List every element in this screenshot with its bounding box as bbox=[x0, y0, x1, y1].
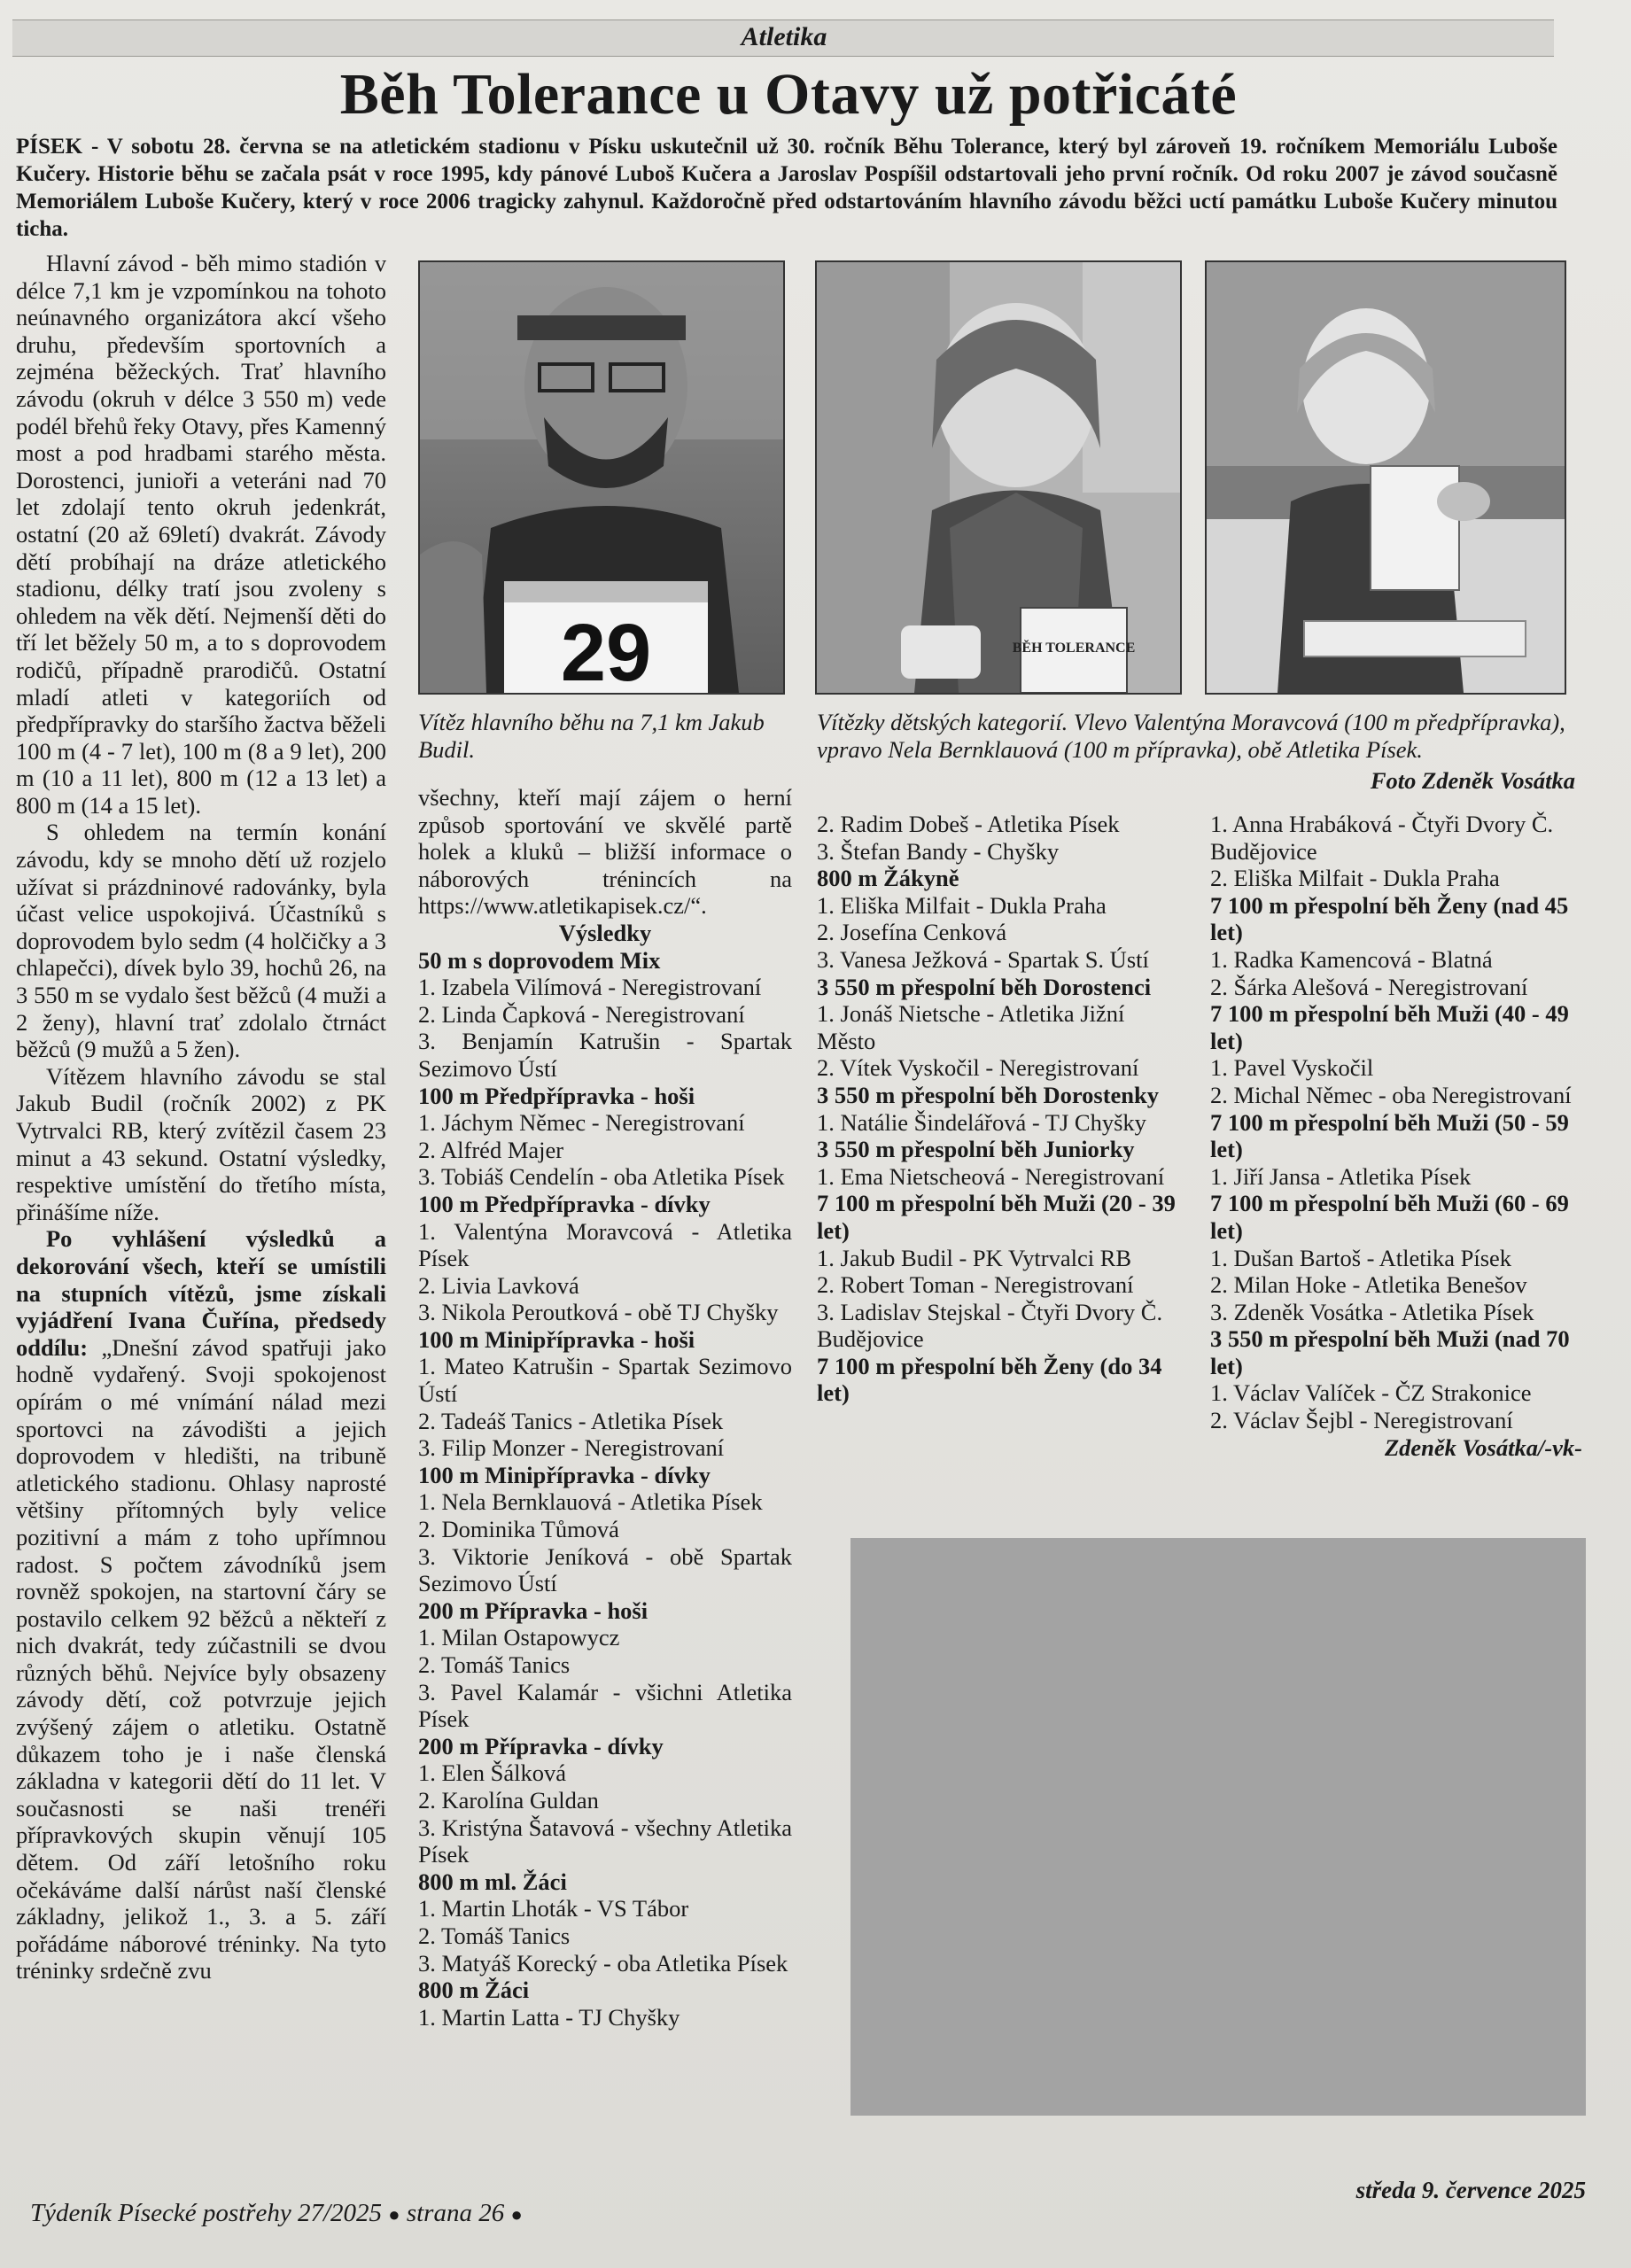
results-category: 100 m Minipřípravka - hoši bbox=[418, 1325, 695, 1353]
results-category: 7 100 m přespolní běh Ženy (do 34 let) bbox=[817, 1352, 1162, 1407]
footer-dot: ● bbox=[510, 2203, 523, 2225]
results-entry: 1. Izabela Vilímová - Neregistrovaní bbox=[418, 974, 762, 1001]
photo-credit: Foto Zdeněk Vosátka bbox=[1370, 767, 1575, 794]
results-entry: 2. Eliška Milfait - Dukla Praha bbox=[1210, 865, 1500, 892]
photo-winner-runner bbox=[418, 260, 785, 695]
results-entry: 2. Livia Lavková bbox=[418, 1271, 579, 1299]
results-entry: 2. Alfréd Majer bbox=[418, 1136, 564, 1163]
results-entry: 1. Jonáš Nietsche - Atletika Jižní Město bbox=[817, 1000, 1125, 1054]
results-entry: 1. Jiří Jansa - Atletika Písek bbox=[1210, 1162, 1472, 1190]
results-entry: 1. Dušan Bartoš - Atletika Písek bbox=[1210, 1244, 1512, 1271]
results-category: 100 m Minipřípravka - dívky bbox=[418, 1461, 711, 1488]
results-entry: 1. Martin Lhoták - VS Tábor bbox=[418, 1895, 689, 1922]
results-entry: 2. Tomáš Tanics bbox=[418, 1922, 571, 1949]
results-entry: 2. Šárka Alešová - Neregistrovaní bbox=[1210, 973, 1528, 1000]
results-entry: 3. Nikola Peroutková - obě TJ Chyšky bbox=[418, 1299, 779, 1326]
results-entry: 3. Matyáš Korecký - oba Atletika Písek bbox=[418, 1949, 788, 1977]
section-label: Atletika bbox=[741, 22, 827, 51]
results-entry: 1. Valentýna Moravcová - Atletika Písek bbox=[418, 1217, 792, 1272]
results-entry: 1. Jáchym Němec - Neregistrovaní bbox=[418, 1109, 745, 1137]
results-category: 7 100 m přespolní běh Muži (60 - 69 let) bbox=[1210, 1190, 1569, 1244]
results-category: 50 m s doprovodem Mix bbox=[418, 946, 661, 974]
footer-publication bbox=[30, 2195, 523, 2233]
results-category: 3 550 m přespolní běh Muži (nad 70 let) bbox=[1210, 1325, 1570, 1379]
results-category: 200 m Přípravka - dívky bbox=[418, 1732, 664, 1759]
results-entry: 1. Eliška Milfait - Dukla Praha bbox=[817, 891, 1107, 919]
results-list-2 bbox=[817, 811, 1189, 1407]
results-entry: 2. Radim Dobeš - Atletika Písek bbox=[817, 811, 1120, 837]
results-category: 7 100 m přespolní běh Muži (40 - 49 let) bbox=[1210, 1000, 1569, 1054]
body-column-2 bbox=[418, 784, 792, 2031]
results-category: 7 100 m přespolní běh Ženy (nad 45 let) bbox=[1210, 891, 1569, 946]
footer-page: strana 26 bbox=[406, 2199, 505, 2227]
results-entry: 3. Viktorie Jeníková - obě Spartak Sezimovo Ústí bbox=[418, 1542, 792, 1597]
results-entry: 2. Tadeáš Tanics - Atletika Písek bbox=[418, 1407, 724, 1434]
quote-text: „Dnešní závod spatřuji jako hodně vydařený. Svoji spokojenost opírám o mé vnímání nálad mezi sportovci na závodišti a jejich doprovodem v hledišti, na tribuně atletického stadionu. Ohlasy naprosté většiny přítomných byly velice pozitivní a mám z toho upřímnou radost. S počtem závodníků jsem rovněž spokojen, na startovní čáry se postavilo celkem 92 běžců a někteří z nich dvakrát, tedy zúčastnili se dvou různých běhů. Nejvíce byly obsazeny závody dětí, což potvrzuje jejich zvýšený zájem o atletiku. Ostatně důkazem toho je i naše členská základna v kategorii dětí do 11 let. V současnosti se naši trenéři přípravkových skupin věnují 105 dětem. Od září letošního roku očekáváme další nárůst naší členské základny, jelikož 1., 3. a 5. září pořádáme náborové tréninky. Na tyto tréninky srdečně zvu bbox=[16, 1333, 386, 1984]
caption-photo-1: Vítěz hlavního běhu na 7,1 km Jakub Budil. bbox=[418, 709, 765, 763]
article-lead bbox=[16, 133, 1557, 243]
results-entry: 1. Pavel Vyskočil bbox=[1210, 1054, 1374, 1082]
author-signature: Zdeněk Vosátka/-vk- bbox=[1384, 1433, 1582, 1461]
footer-title: Týdeník Písecké postřehy 27/2025 bbox=[30, 2199, 383, 2227]
results-entry: 2. Linda Čapková - Neregistrovaní bbox=[418, 1000, 745, 1028]
results-entry: 3. Filip Monzer - Neregistrovaní bbox=[418, 1434, 725, 1462]
blank-ad-area bbox=[850, 1538, 1586, 2116]
quote-intro: Po vyhlášení výsledků a dekorování všech, kteří se umístili na stupních vítězů, jsme získali vyjádření Ivana Čuřína, předsedy oddílu: bbox=[16, 1225, 386, 1361]
results-entry: 2. Michal Němec - oba Neregistrovaní bbox=[1210, 1081, 1572, 1108]
results-title: Výsledky bbox=[558, 919, 652, 946]
results-category: 800 m ml. Žáci bbox=[418, 1868, 567, 1895]
results-entry: 1. Mateo Katrušin - Spartak Sezimovo Ústí bbox=[418, 1353, 792, 1408]
lead-place: PÍSEK bbox=[16, 135, 83, 159]
results-entry: 1. Anna Hrabáková - Čtyři Dvory Č. Budějovice bbox=[1210, 811, 1554, 865]
body-paragraph: Vítězem hlavního závodu se stal Jakub Budil (ročník 2002) z PK Vytrvalci RB, který zvítězil časem 23 minut a 43 sekund. Ostatní výsledky, respektive umístění do třetího místa, přinášíme níže. bbox=[16, 1062, 386, 1225]
results-entry: 1. Nela Bernklauová - Atletika Písek bbox=[418, 1488, 763, 1516]
results-entry: 1. Jakub Budil - PK Vytrvalci RB bbox=[817, 1244, 1132, 1271]
results-entry: 2. Václav Šejbl - Neregistrovaní bbox=[1210, 1407, 1513, 1434]
results-entry: 1. Václav Valíček - ČZ Strakonice bbox=[1210, 1379, 1532, 1407]
results-category: 7 100 m přespolní běh Muži (50 - 59 let) bbox=[1210, 1108, 1569, 1163]
photo-girl-bernklauova bbox=[1205, 260, 1566, 695]
results-entry: 2. Tomáš Tanics bbox=[418, 1651, 571, 1678]
results-entry: 2. Vítek Vyskočil - Neregistrovaní bbox=[817, 1054, 1139, 1082]
body-paragraph-quote bbox=[16, 1225, 386, 1984]
results-category: 3 550 m přespolní běh Dorostenci bbox=[817, 973, 1152, 1000]
footer-dot: ● bbox=[388, 2203, 400, 2225]
results-entry: 3. Zdeněk Vosátka - Atletika Písek bbox=[1210, 1298, 1534, 1325]
caption-photo-2-3: Vítězky dětských kategorií. Vlevo Valentýna Moravcová (100 m předpřípravka), vpravo Nela Bernklauová (100 m přípravka), obě Atletika Písek. bbox=[817, 709, 1565, 763]
body-paragraph: všechny, kteří mají zájem o herní způsob sportování ve skvělé partě holek a kluků – bližší informace o náborových trénincích na https://www.atletikapisek.cz/“. bbox=[418, 784, 792, 920]
results-entry: 1. Natálie Šindelářová - TJ Chyšky bbox=[817, 1108, 1146, 1136]
results-category: 100 m Předpřípravka - dívky bbox=[418, 1190, 711, 1217]
results-category: 3 550 m přespolní běh Juniorky bbox=[817, 1136, 1135, 1163]
results-entry: 2. Josefína Cenková bbox=[817, 919, 1007, 946]
bib-number: 29 bbox=[560, 608, 652, 693]
results-entry: 3. Štefan Bandy - Chyšky bbox=[817, 837, 1060, 865]
results-entry: 3. Pavel Kalamár - všichni Atletika Písek bbox=[418, 1678, 792, 1733]
tolerance-sign: BĚH TOLERANCE bbox=[1012, 641, 1136, 656]
body-paragraph: S ohledem na termín konání závodu, kdy se mnoho dětí už rozjelo užívat si prázdninové radovánky, byla účast velice uspokojivá. Účastníků s doprovodem bylo sedm (4 holčičky a 3 chlapečci), dívek bylo 39, hochů 26, na 3 550 m se vydalo šest běžců (4 muži a 2 ženy), hlavní trať zdolalo čtrnáct běžců (9 mužů a 5 žen). bbox=[16, 819, 386, 1063]
results-category: 100 m Předpřípravka - hoši bbox=[418, 1082, 695, 1109]
results-list-3 bbox=[1210, 811, 1582, 1434]
results-category: 3 550 m přespolní běh Dorostenky bbox=[817, 1081, 1160, 1108]
results-entry: 3. Kristýna Šatavová - všechny Atletika Písek bbox=[418, 1814, 792, 1868]
results-column-3 bbox=[817, 811, 1189, 1407]
results-entry: 3. Tobiáš Cendelín - oba Atletika Písek bbox=[418, 1163, 785, 1191]
results-entry: 2. Robert Toman - Neregistrovaní bbox=[817, 1271, 1134, 1299]
results-entry: 2. Milan Hoke - Atletika Benešov bbox=[1210, 1271, 1527, 1299]
results-category: 800 m Žákyně bbox=[817, 865, 959, 892]
photo-girl-moravcova bbox=[815, 260, 1182, 695]
footer-date: středa 9. července 2025 bbox=[1355, 2177, 1586, 2203]
results-entry: 1. Milan Ostapowycz bbox=[418, 1624, 620, 1651]
results-category: 7 100 m přespolní běh Muži (20 - 39 let) bbox=[817, 1190, 1176, 1244]
results-entry: 1. Elen Šálková bbox=[418, 1759, 567, 1787]
lead-text: - V sobotu 28. června se na atletickém stadionu v Písku uskutečnil už 30. ročník Běhu Tolerance, který byl zároveň 19. ročníkem Memoriálu Luboše Kučery. Historie běhu se začala psát v roce 1995, kdy pánové Luboš Kučera a Jaroslav Pospíšil odstartovali jeho první ročník. Od roku 2007 je závod současně Memoriálem Luboše Kučery, který v roce 2006 tragicky zahynul. Každoročně před odstartováním hlavního závodu běžci uctí památku Luboše Kučery minutou ticha. bbox=[16, 135, 1557, 241]
article-headline: Běh Tolerance u Otavy už potřicáté bbox=[339, 62, 1238, 127]
results-entry: 1. Ema Nietscheová - Neregistrovaní bbox=[817, 1162, 1165, 1190]
body-paragraph: Hlavní závod - běh mimo stadión v délce 7,1 km je vzpomínkou na tohoto neúnavného organizátora akcí všeho druhu, především sportovních a zejména běžeckých. Trať hlavního závodu (okruh v délce 3 550 m) vede podél břehů řeky Otavy, přes Kamenný most a pod hradbami starého města. Dorostenci, junioři a veteráni nad 70 let zdolají tento okruh jedenkrát, ostatní (20 až 69letí) dvakrát. Závody dětí probíhají na dráze atletického stadionu, délky tratí jsou zvoleny s ohledem na věk dětí. Nejmenší děti do tří let běžely 50 m, a to s doprovodem rodičů, případně prarodičů. Ostatní mladí atleti v kategoriích od předpřípravky do staršího žactva běželi 100 m (4 - 7 let), 100 m (8 a 9 let), 200 m (10 a 11 let), 800 m (12 a 13 let) a 800 m (14 a 15 let). bbox=[16, 250, 386, 819]
results-entry: 1. Martin Latta - TJ Chyšky bbox=[418, 2003, 680, 2031]
results-entry: 1. Radka Kamencová - Blatná bbox=[1210, 945, 1493, 973]
results-entry: 3. Benjamín Katrušin - Spartak Sezimovo Ústí bbox=[418, 1028, 792, 1082]
results-column-4 bbox=[1210, 811, 1582, 1461]
body-column-1 bbox=[16, 250, 386, 1984]
results-category: 800 m Žáci bbox=[418, 1977, 530, 2004]
results-entry: 3. Vanesa Ježková - Spartak S. Ústí bbox=[817, 945, 1149, 973]
results-entry: 2. Karolína Guldan bbox=[418, 1786, 599, 1814]
results-list-1 bbox=[418, 947, 792, 2031]
results-category: 200 m Přípravka - hoši bbox=[418, 1596, 649, 1624]
results-entry: 3. Ladislav Stejskal - Čtyři Dvory Č. Budějovice bbox=[817, 1298, 1163, 1353]
results-entry: 2. Dominika Tůmová bbox=[418, 1516, 619, 1543]
